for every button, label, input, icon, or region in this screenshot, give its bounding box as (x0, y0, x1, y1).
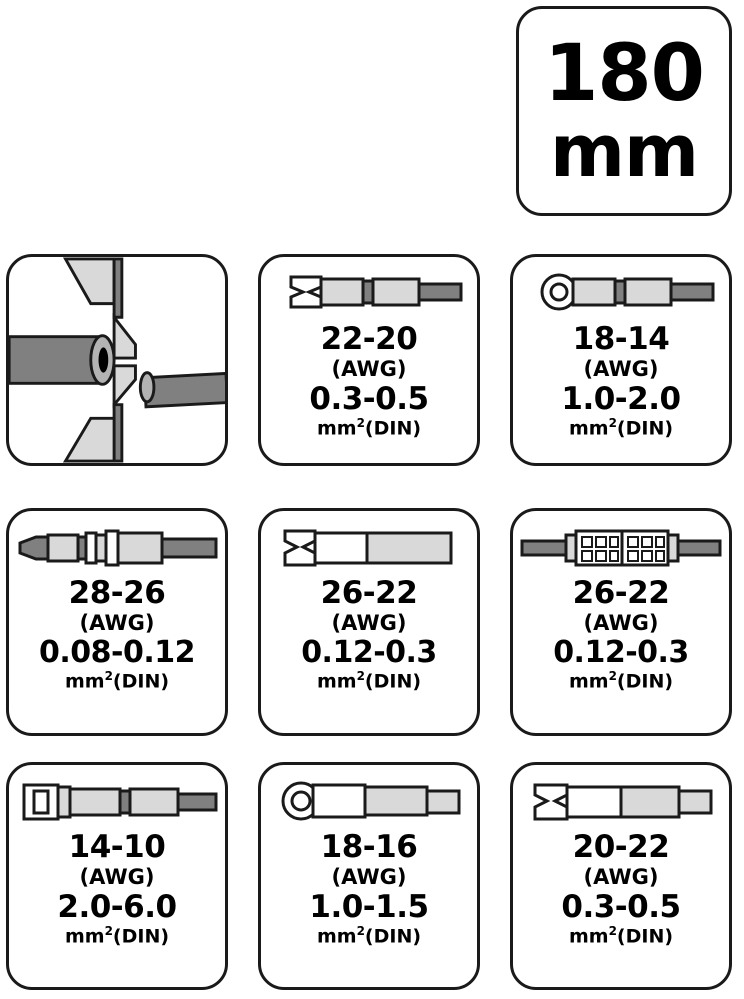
din-range: 1.0-1.5 (309, 888, 429, 925)
din-range: 0.3-0.5 (309, 380, 429, 417)
cell-pin-terminal-28-26 (6, 508, 228, 736)
din-unit: $mm^2(DIN)$ (568, 923, 674, 948)
spec-labels-26-22 (261, 577, 477, 694)
tool-size-badge (516, 6, 732, 216)
spec-labels-28-26 (9, 577, 225, 694)
cell-spade-terminal-22-20 (258, 254, 480, 466)
cell-ring-terminal-18-14 (510, 254, 732, 466)
awg-range: 26-22 (572, 575, 670, 611)
cell-ring-terminal-18-16 (258, 762, 480, 990)
din-unit: $mm^2(DIN)$ (64, 923, 170, 948)
din-unit: $mm^2(DIN)$ (64, 668, 170, 693)
awg-unit: (AWG) (583, 864, 659, 889)
spec-labels-22-20 (261, 323, 477, 441)
awg-unit: (AWG) (583, 610, 659, 635)
awg-range: 22-20 (320, 321, 418, 357)
awg-unit: (AWG) (79, 864, 155, 889)
cell-spade-terminal-20-22 (510, 762, 732, 990)
awg-range: 28-26 (68, 575, 166, 611)
wire-stripping-blades-icon (9, 257, 225, 463)
din-unit: $mm^2(DIN)$ (568, 415, 674, 440)
din-range: 2.0-6.0 (57, 888, 177, 925)
awg-range: 14-10 (68, 829, 166, 865)
din-range: 0.08-0.12 (39, 634, 195, 670)
cell-open-barrel-26-22 (510, 508, 732, 736)
din-range: 0.12-0.3 (301, 634, 437, 670)
awg-range: 20-22 (572, 829, 670, 865)
cell-female-disconnect-14-10 (6, 762, 228, 990)
awg-unit: (AWG) (331, 610, 407, 635)
awg-range: 18-16 (320, 829, 418, 865)
din-range: 0.12-0.3 (553, 634, 689, 670)
spec-labels-20-22 (513, 831, 729, 949)
din-unit: $mm^2(DIN)$ (316, 923, 422, 948)
din-unit: $mm^2(DIN)$ (316, 415, 422, 440)
awg-range: 18-14 (572, 321, 670, 357)
awg-range: 26-22 (320, 575, 418, 611)
din-unit: $mm^2(DIN)$ (316, 668, 422, 693)
awg-unit: (AWG) (583, 356, 659, 381)
din-range: 1.0-2.0 (561, 380, 681, 417)
awg-unit: (AWG) (79, 610, 155, 635)
size-unit: mm (549, 108, 699, 193)
cell-spade-terminal-26-22 (258, 508, 480, 736)
spec-labels-26-22-barrel (513, 577, 729, 694)
spec-labels-18-14 (513, 323, 729, 441)
cell-wire-stripper (6, 254, 228, 466)
awg-unit: (AWG) (331, 356, 407, 381)
size-number: 180 (544, 28, 704, 119)
awg-unit: (AWG) (331, 864, 407, 889)
spec-labels-18-16 (261, 831, 477, 949)
din-unit: $mm^2(DIN)$ (568, 668, 674, 693)
din-range: 0.3-0.5 (561, 888, 681, 925)
spec-labels-14-10 (9, 831, 225, 949)
